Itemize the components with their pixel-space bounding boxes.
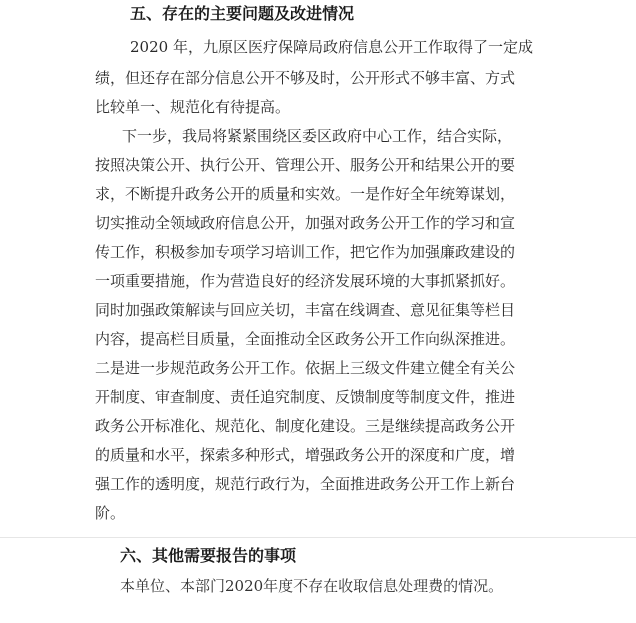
section-5-line-6: 求，不断提升政务公开的质量和实效。一是作好全年统筹谋划， bbox=[95, 185, 516, 203]
section-5-line-15: 的质量和水平，探索多种形式，增强政务公开的深度和广度，增 bbox=[95, 446, 516, 464]
section-5-line-9: 一项重要措施，作为营造良好的经济发展环境的大事抓紧抓好。 bbox=[95, 272, 516, 290]
section-5-line-1: 2020 年，九原区医疗保障局政府信息公开工作取得了一定成 bbox=[130, 38, 533, 56]
section-6-heading: 六、其他需要报告的事项 bbox=[120, 546, 297, 565]
page-divider bbox=[0, 537, 636, 538]
section-5-line-8: 传工作，积极参加专项学习培训工作，把它作为加强廉政建设的 bbox=[95, 243, 516, 261]
section-5-line-3: 比较单一、规范化有待提高。 bbox=[95, 98, 291, 116]
section-5-line-12: 二是进一步规范政务公开工作。依据上三级文件建立健全有关公 bbox=[95, 359, 516, 377]
section-5-line-17: 阶。 bbox=[95, 504, 126, 522]
section-5-line-11: 内容，提高栏目质量，全面推动全区政务公开工作向纵深推进。 bbox=[95, 330, 516, 348]
section-5-line-16: 强工作的透明度，规范行政行为，全面推进政务公开工作上新台 bbox=[95, 475, 516, 493]
section-5-line-5: 按照决策公开、执行公开、管理公开、服务公开和结果公开的要 bbox=[95, 156, 516, 174]
section-5-line-4: 下一步，我局将紧紧围绕区委区政府中心工作，结合实际， bbox=[122, 127, 513, 145]
section-5-line-2: 绩，但还存在部分信息公开不够及时，公开形式不够丰富、方式 bbox=[95, 69, 516, 87]
section-6-text: 本单位、本部门2020年度不存在收取信息处理费的情况。 bbox=[120, 577, 504, 595]
section-5-line-10: 同时加强政策解读与回应关切，丰富在线调查、意见征集等栏目 bbox=[95, 301, 516, 319]
section-5-line-14: 政务公开标准化、规范化、制度化建设。三是继续提高政务公开 bbox=[95, 417, 516, 435]
section-5-line-13: 开制度、审查制度、责任追究制度、反馈制度等制度文件，推进 bbox=[95, 388, 516, 406]
section-5-line-7: 切实推动全领域政府信息公开，加强对政务公开工作的学习和宣 bbox=[95, 214, 516, 232]
section-5-heading: 五、存在的主要问题及改进情况 bbox=[130, 4, 355, 23]
